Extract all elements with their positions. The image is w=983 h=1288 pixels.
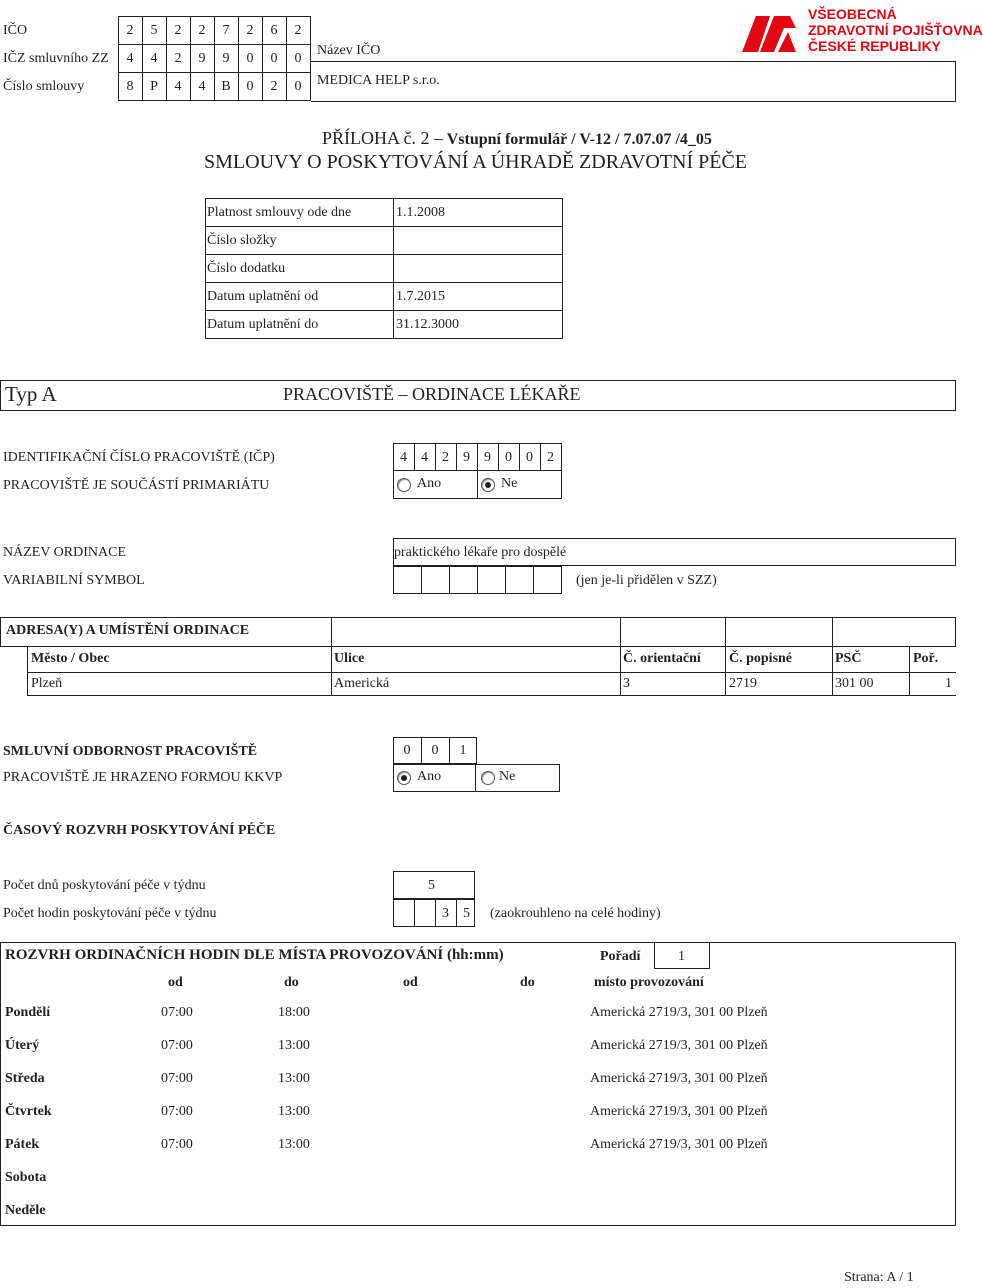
logo-line1: VŠEOBECNÁ: [808, 6, 897, 22]
adresa-cell: 301 00: [835, 676, 874, 691]
digit-cell: 2: [198, 23, 206, 38]
uplatneni-od-value: 1.7.2015: [396, 289, 445, 304]
uplatneni-do-value: 31.12.3000: [396, 317, 459, 332]
adresa-col-header: Město / Obec: [31, 651, 110, 666]
hodiny-digit: 5: [463, 906, 470, 921]
icp-digit: 2: [442, 450, 449, 465]
day-name: Sobota: [5, 1170, 47, 1185]
day-od: 07:00: [161, 1005, 193, 1020]
day-name: Čtvrtek: [5, 1104, 52, 1119]
pocet-hodin-label: Počet hodin poskytování péče v týdnu: [3, 906, 217, 921]
nazev-ico-label: Název IČO: [317, 43, 381, 58]
day-misto: Americká 2719/3, 301 00 Plzeň: [590, 1071, 768, 1086]
odbornost-digit: 1: [459, 743, 467, 758]
casovy-rozvrh-title: ČASOVÝ ROZVRH POSKYTOVÁNÍ PÉČE: [3, 823, 276, 838]
digit-cell: 0: [294, 79, 302, 94]
kkvp-ano-label: Ano: [417, 769, 442, 784]
icp-digit: 4: [400, 450, 407, 465]
digit-cell: 8: [126, 79, 134, 94]
icp-digit: 0: [505, 450, 512, 465]
rozvrh-hodin-title: ROZVRH ORDINAČNÍCH HODIN DLE MÍSTA PROVOZOVÁNÍ (hh:mm): [5, 947, 504, 963]
type-title: PRACOVIŠTĚ – ORDINACE LÉKAŘE: [283, 384, 581, 404]
vzp-emblem-icon: [738, 8, 798, 54]
day-name: Neděle: [5, 1203, 46, 1218]
logo-line3: ČESKÉ REPUBLIKY: [808, 38, 942, 54]
day-misto: Americká 2719/3, 301 00 Plzeň: [590, 1038, 768, 1053]
adresa-col-header: Poř.: [913, 651, 939, 666]
digit-cell: 2: [174, 23, 182, 38]
icz-label: IČZ smluvního ZZ: [3, 51, 109, 66]
digit-cell: 0: [246, 79, 254, 94]
platnost-label: Platnost smlouvy ode dne: [207, 205, 352, 220]
primariat-ano-radio[interactable]: [397, 478, 411, 492]
type-label: Typ A: [5, 382, 57, 406]
digit-cell: 2: [126, 23, 134, 38]
digit-cell: P: [150, 79, 158, 94]
day-name: Pátek: [5, 1137, 40, 1152]
poradi-label: Pořadí: [600, 949, 641, 964]
primariat-ne-radio[interactable]: [481, 478, 495, 492]
adresa-cell: 2719: [729, 676, 757, 691]
day-od: 07:00: [161, 1137, 193, 1152]
digit-cell: 0: [246, 51, 254, 66]
digit-cell: 5: [150, 23, 158, 38]
hodiny-digit: 3: [442, 906, 449, 921]
vs-label: VARIABILNÍ SYMBOL: [3, 573, 145, 588]
pocet-hodin-note: (zaokrouhleno na celé hodiny): [490, 906, 661, 921]
adresa-title: ADRESA(Y) A UMÍSTĚNÍ ORDINACE: [6, 623, 250, 638]
page-number: Strana: A / 1: [844, 1270, 914, 1285]
digit-cell: 2: [246, 23, 254, 38]
dodatek-label: Číslo dodatku: [207, 261, 286, 276]
logo-line2: ZDRAVOTNÍ POJIŠŤOVNA: [808, 22, 983, 38]
adresa-cell: 1: [945, 676, 952, 691]
uplatneni-do-label: Datum uplatnění do: [207, 317, 319, 332]
platnost-value: 1.1.2008: [396, 205, 445, 220]
cislo-smlouvy-label: Číslo smlouvy: [3, 79, 85, 94]
adresa-cell: Plzeň: [31, 676, 63, 691]
icp-label: IDENTIFIKAČNÍ ČÍSLO PRACOVIŠTĚ (IČP): [3, 450, 275, 465]
adresa-cell: Americká: [334, 676, 390, 691]
icp-digit: 2: [547, 450, 554, 465]
adresa-col-header: Č. popisné: [729, 651, 793, 666]
pocet-dnu-label: Počet dnů poskytování péče v týdnu: [3, 878, 206, 893]
icp-digit: 0: [526, 450, 533, 465]
day-misto: Americká 2719/3, 301 00 Plzeň: [590, 1104, 768, 1119]
slozka-label: Číslo složky: [207, 233, 277, 248]
digit-cell: 4: [126, 51, 134, 66]
digit-cell: 4: [198, 79, 206, 94]
adresa-col-header: Ulice: [334, 651, 365, 666]
pocet-dnu-value: 5: [428, 878, 435, 893]
day-do: 18:00: [278, 1005, 310, 1020]
kkvp-ne-label: Ne: [499, 769, 516, 784]
icp-digit: 9: [484, 450, 491, 465]
rozvrh-col-header: od: [168, 975, 183, 990]
digit-cell: B: [221, 79, 231, 94]
form-title-line2: SMLOUVY O POSKYTOVÁNÍ A ÚHRADĚ ZDRAVOTNÍ PÉČE: [204, 151, 747, 173]
digit-cell: 6: [270, 23, 278, 38]
digit-cell: 2: [174, 51, 182, 66]
rozvrh-col-header: do: [284, 975, 299, 990]
ico-label: IČO: [3, 23, 28, 38]
poradi-value: 1: [678, 949, 685, 964]
digit-cell: 7: [222, 23, 230, 38]
day-do: 13:00: [278, 1038, 310, 1053]
day-name: Pondělí: [5, 1005, 51, 1020]
digit-cell: 2: [294, 23, 302, 38]
adresa-col-header: Č. orientační: [623, 651, 701, 666]
digit-cell: 0: [270, 51, 278, 66]
day-od: 07:00: [161, 1104, 193, 1119]
vs-note: (jen je-li přidělen v SZZ): [576, 573, 717, 588]
nazev-ordinace-value: praktického lékaře pro dospělé: [394, 545, 567, 560]
rozvrh-col-header: místo provozování: [594, 975, 704, 990]
day-do: 13:00: [278, 1104, 310, 1119]
kkvp-ne-radio[interactable]: [481, 771, 495, 785]
primariat-label: PRACOVIŠTĚ JE SOUČÁSTÍ PRIMARIÁTU: [3, 478, 270, 493]
kkvp-ano-radio[interactable]: [397, 771, 411, 785]
form-title-line1: PŘÍLOHA č. 2 – Vstupní formulář / V-12 / 7.07.07 /4_05: [322, 128, 712, 148]
kkvp-label: PRACOVIŠTĚ JE HRAZENO FORMOU KKVP: [3, 770, 283, 785]
digit-cell: 2: [270, 79, 278, 94]
primariat-ano-label: Ano: [417, 476, 442, 491]
digit-cell: 0: [294, 51, 302, 66]
primariat-ne-label: Ne: [501, 476, 518, 491]
adresa-col-header: PSČ: [835, 651, 862, 666]
rozvrh-hodin-table: [0, 942, 956, 1226]
day-do: 13:00: [278, 1137, 310, 1152]
icp-digit: 9: [463, 450, 470, 465]
rozvrh-col-header: do: [520, 975, 535, 990]
digit-cell: 9: [222, 51, 230, 66]
day-do: 13:00: [278, 1071, 310, 1086]
digit-cell: 4: [150, 51, 158, 66]
day-od: 07:00: [161, 1071, 193, 1086]
adresa-cell: 3: [623, 676, 630, 691]
digit-cell: 9: [198, 51, 206, 66]
day-name: Středa: [5, 1071, 45, 1086]
odbornost-label: SMLUVNÍ ODBORNOST PRACOVIŠTĚ: [3, 744, 258, 759]
odbornost-digit: 0: [431, 743, 439, 758]
day-od: 07:00: [161, 1038, 193, 1053]
rozvrh-col-header: od: [403, 975, 418, 990]
day-misto: Americká 2719/3, 301 00 Plzeň: [590, 1005, 768, 1020]
odbornost-digit: 0: [403, 743, 411, 758]
day-misto: Americká 2719/3, 301 00 Plzeň: [590, 1137, 768, 1152]
nazev-ico-value: MEDICA HELP s.r.o.: [317, 73, 440, 88]
nazev-ordinace-label: NÁZEV ORDINACE: [3, 545, 127, 560]
icp-digit: 4: [421, 450, 428, 465]
digit-cell: 4: [174, 79, 182, 94]
day-name: Úterý: [5, 1038, 40, 1053]
uplatneni-od-label: Datum uplatnění od: [207, 289, 319, 304]
